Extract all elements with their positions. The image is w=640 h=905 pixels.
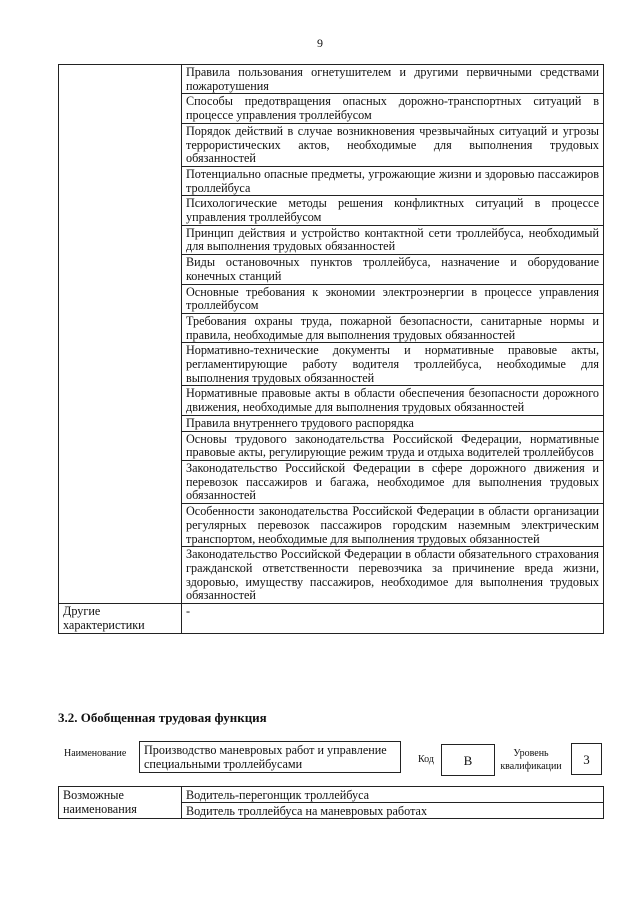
requirement-item: Особенности законодательства Российской Федерации в области организации регулярных перевозок пассажиров городским наземным электрическим транспортом, необходимые для выполнения трудовых обязанностей — [182, 504, 604, 547]
page-number: 9 — [317, 36, 323, 50]
requirement-item: Потенциально опасные предметы, угрожающие жизни и здоровью пассажиров троллейбуса — [182, 166, 604, 195]
code-value: В — [441, 744, 495, 776]
table-row — [59, 604, 604, 634]
name-label: Наименование — [64, 748, 127, 759]
requirement-item: Правила внутреннего трудового распорядка — [182, 415, 604, 431]
qualification-level-value: 3 — [571, 743, 602, 775]
requirement-item: Законодательство Российской Федерации в сфере дорожного движения и перевозок пассажиров и багажа, необходимое для выполнения трудовых обязанностей — [182, 460, 604, 503]
code-label: Код — [418, 754, 434, 765]
requirement-item: Основные требования к экономии электроэнергии в процессе управления троллейбусом — [182, 284, 604, 313]
section-title: 3.2. Обобщенная трудовая функция — [58, 710, 267, 725]
left-cell-empty — [59, 65, 182, 604]
requirement-item: Законодательство Российской Федерации в области обязательного страхования гражданской ответственности перевозчика за причинение вреда жизни, здоровью, имуществу пассажиров, необходимое для выполнения трудовых обязанностей — [182, 547, 604, 604]
table-row — [59, 65, 604, 94]
requirement-item: Нормативно-технические документы и нормативные правовые акты, регламентирующие работу водителя троллейбуса, необходимые для выполнения трудовых обязанностей — [182, 343, 604, 386]
requirement-item: Психологические методы решения конфликтных ситуаций в процессе управления троллейбусом — [182, 196, 604, 225]
requirement-item: Порядок действий в случае возникновения чрезвычайных ситуаций и угрозы террористических актов, необходимые для выполнения трудовых обязанностей — [182, 123, 604, 166]
alternative-name: Водитель-перегонщик троллейбуса — [182, 787, 604, 803]
requirement-item: Виды остановочных пунктов троллейбуса, назначение и оборудование конечных станций — [182, 255, 604, 284]
alternative-names-label: Возможные наименования — [59, 787, 182, 819]
requirement-item: Основы трудового законодательства Российской Федерации, нормативные правовые акты, регулирующие режим труда и отдыха водителей троллейбусов — [182, 431, 604, 460]
other-characteristics-value: - — [182, 604, 604, 634]
requirement-item: Принцип действия и устройство контактной сети троллейбуса, необходимый для выполнения трудовых обязанностей — [182, 225, 604, 254]
name-value: Производство маневровых работ и управление специальными троллейбусами — [139, 741, 401, 773]
requirement-item: Способы предотвращения опасных дорожно-транспортных ситуаций в процессе управления троллейбусом — [182, 94, 604, 123]
requirements-table — [58, 64, 604, 634]
requirement-item: Требования охраны труда, пожарной безопасности, санитарные нормы и правила, необходимые для выполнения трудовых обязанностей — [182, 313, 604, 342]
requirement-item: Нормативные правовые акты в области обеспечения безопасности дорожного движения, необходимые для выполнения трудовых обязанностей — [182, 386, 604, 415]
alternative-name: Водитель троллейбуса на маневровых работах — [182, 803, 604, 819]
requirement-item: Правила пользования огнетушителем и другими первичными средствами пожаротушения — [182, 65, 604, 94]
qualification-level-label: Уровень квалификации — [500, 748, 562, 772]
table-row — [59, 787, 604, 803]
other-characteristics-label: Другие характеристики — [59, 604, 182, 634]
alternative-names-table — [58, 786, 604, 819]
